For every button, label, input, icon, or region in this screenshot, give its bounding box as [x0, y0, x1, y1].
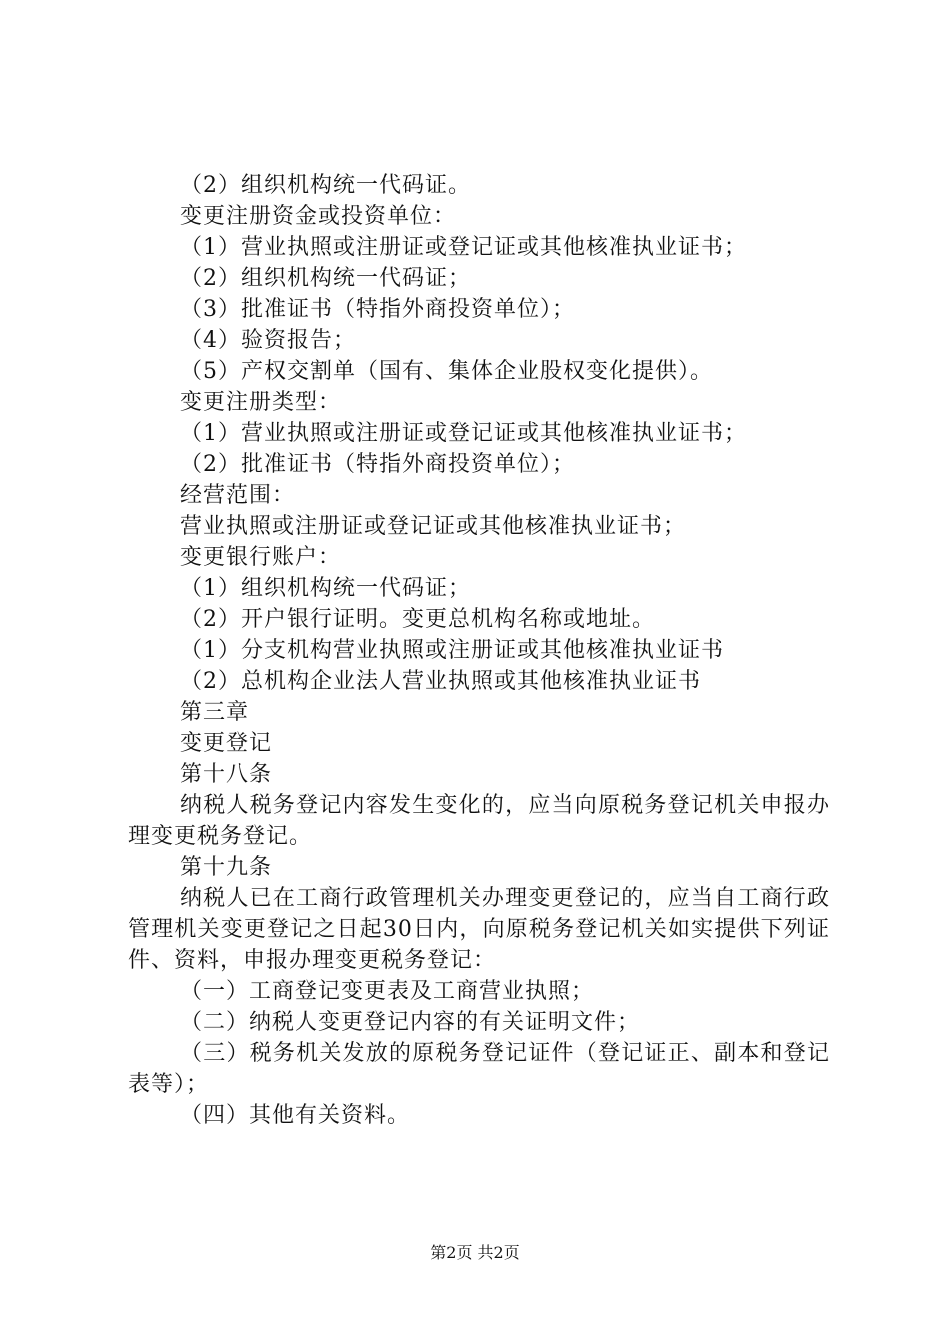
chapter-heading: 第三章: [180, 700, 250, 725]
list-item: （三）税务机关发放的原税务登记证件（登记证正、副本和登记表等）；: [128, 1041, 830, 1097]
article-18-paragraph: 纳税人税务登记内容发生变化的，应当向原税务登记机关申报办理变更税务登记。: [128, 793, 830, 849]
text-line: 变更银行账户：: [180, 545, 342, 570]
text-line: 经营范围：: [180, 483, 296, 508]
page-footer: 第2页 共2页: [430, 1243, 520, 1262]
text-line: 变更注册资金或投资单位：: [180, 204, 457, 229]
text-line: （5）产权交割单（国有、集体企业股权变化提供）。: [180, 359, 713, 384]
text-line: （2）组织机构统一代码证。: [180, 173, 471, 198]
text-line: 营业执照或注册证或登记证或其他核准执业证书；: [180, 514, 687, 539]
text-line: （2）总机构企业法人营业执照或其他核准执业证书: [180, 669, 701, 694]
article-19-paragraph: 纳税人已在工商行政管理机关办理变更登记的，应当自工商行政管理机关变更登记之日起30日内，向原税务登记机关如实提供下列证件、资料，申报办理变更税务登记：: [128, 886, 830, 973]
text-line: （1）组织机构统一代码证；: [180, 576, 471, 601]
list-item: （二）纳税人变更登记内容的有关证明文件；: [180, 1010, 641, 1035]
article-heading-18: 第十八条: [180, 762, 273, 787]
list-item: （四）其他有关资料。: [180, 1103, 411, 1128]
text-line: （3）批准证书（特指外商投资单位）；: [180, 297, 575, 322]
article-heading-19: 第十九条: [180, 855, 273, 880]
text-line: （4）验资报告；: [180, 328, 356, 353]
document-body: [128, 170, 830, 1131]
text-line: （1）营业执照或注册证或登记证或其他核准执业证书；: [180, 235, 747, 260]
text-line: （1）营业执照或注册证或登记证或其他核准执业证书；: [180, 421, 747, 446]
text-line: 变更注册类型：: [180, 390, 342, 415]
text-line: （2）批准证书（特指外商投资单位）；: [180, 452, 575, 477]
text-line: （2）开户银行证明。变更总机构名称或地址。: [180, 607, 655, 632]
list-item: （一）工商登记变更表及工商营业执照；: [180, 979, 595, 1004]
chapter-title: 变更登记: [180, 731, 273, 756]
text-line: （1）分支机构营业执照或注册证或其他核准执业证书: [180, 638, 724, 663]
text-line: （2）组织机构统一代码证；: [180, 266, 471, 291]
